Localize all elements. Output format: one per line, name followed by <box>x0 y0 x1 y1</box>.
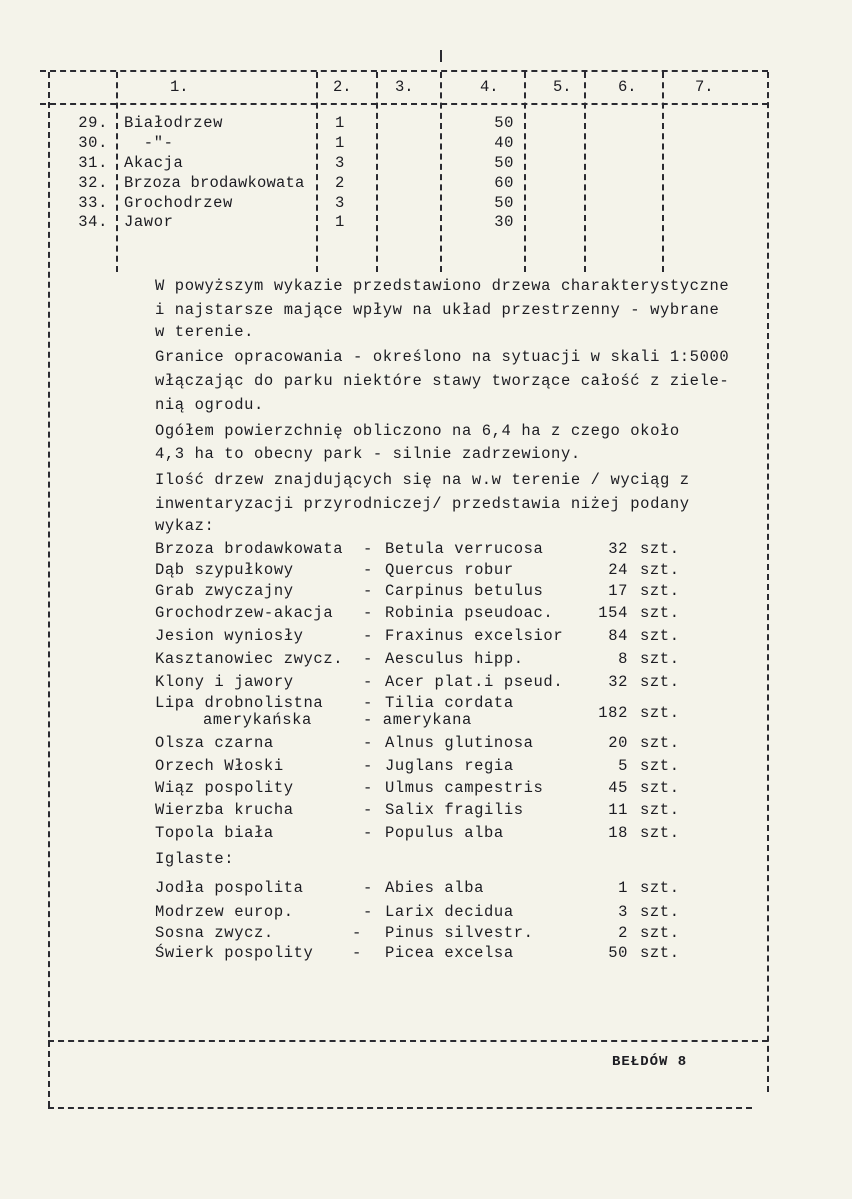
species-count: 32 <box>608 673 628 691</box>
species-polish-name: Grab zwyczajny <box>155 582 294 600</box>
paragraph-line: nią ogrodu. <box>155 396 264 414</box>
species-polish-name: Brzoza brodawkowata <box>155 540 344 558</box>
species-polish-name: Wierzba krucha <box>155 801 294 819</box>
species-latin-name: Quercus robur <box>385 561 514 579</box>
species-latin-name: Alnus glutinosa <box>385 734 534 752</box>
col-sep-5 <box>524 72 526 272</box>
species-polish-name-line2: amerykańska <box>203 711 312 729</box>
species-dash: - <box>363 824 373 842</box>
species-latin-name: Fraxinus excelsior <box>385 627 564 645</box>
species-dash: - <box>363 627 373 645</box>
species-unit: szt. <box>640 801 680 819</box>
footer-top-rule <box>48 1040 768 1042</box>
species-latin-name: Larix decidua <box>385 903 514 921</box>
species-unit: szt. <box>640 540 680 558</box>
paragraph-line: 4,3 ha to obecny park - silnie zadrzewiony. <box>155 445 581 463</box>
species-count: 1 <box>618 879 628 897</box>
species-latin-name: Juglans regia <box>385 757 514 775</box>
species-count: 5 <box>618 757 628 775</box>
conifers-heading: Iglaste: <box>155 850 235 868</box>
species-count: 18 <box>608 824 628 842</box>
species-polish-name: Dąb szypułkowy <box>155 561 294 579</box>
col4-value: 60 <box>494 174 514 192</box>
species-polish-name: Jodła pospolita <box>155 879 304 897</box>
species-polish-name: Sosna zwycz. <box>155 924 274 942</box>
species-latin-name: Tilia cordata <box>385 694 514 712</box>
paragraph-line: i najstarsze mające wpływ na układ przestrzenny - wybrane <box>155 301 720 319</box>
species-count: 84 <box>608 627 628 645</box>
species-unit: szt. <box>640 704 680 722</box>
col-sep-3 <box>376 72 378 272</box>
species-count: 45 <box>608 779 628 797</box>
left-border <box>48 72 50 1107</box>
species-unit: szt. <box>640 734 680 752</box>
tree-name: Akacja <box>124 154 184 172</box>
col-sep-1 <box>116 72 118 272</box>
col4-value: 50 <box>494 194 514 212</box>
col-header-3: 3. <box>395 78 414 96</box>
species-unit: szt. <box>640 561 680 579</box>
bottom-rule <box>48 1107 752 1109</box>
species-dash: - <box>363 734 373 752</box>
species-unit: szt. <box>640 604 680 622</box>
species-unit: szt. <box>640 779 680 797</box>
species-count: 2 <box>618 924 628 942</box>
species-dash: - <box>363 879 373 897</box>
species-latin-name: Carpinus betulus <box>385 582 544 600</box>
paragraph-line: wykaz: <box>155 517 215 535</box>
table-top-rule <box>40 70 768 72</box>
species-count: 3 <box>618 903 628 921</box>
row-number: 33. <box>78 194 108 212</box>
species-count: 17 <box>608 582 628 600</box>
species-dash: - <box>363 779 373 797</box>
species-dash: - <box>363 694 373 712</box>
species-polish-name: Topola biała <box>155 824 274 842</box>
col2-value: 1 <box>335 134 345 152</box>
table-header-rule <box>40 103 768 105</box>
col-header-1: 1. <box>170 78 189 96</box>
tree-name: Grochodrzew <box>124 194 233 212</box>
species-polish-name: Klony i jawory <box>155 673 294 691</box>
top-tick <box>440 50 442 62</box>
species-unit: szt. <box>640 757 680 775</box>
species-latin-name: Aesculus hipp. <box>385 650 524 668</box>
species-unit: szt. <box>640 944 680 962</box>
right-border <box>767 72 769 1092</box>
col4-value: 40 <box>494 134 514 152</box>
col-sep-4 <box>440 72 442 272</box>
col4-value: 50 <box>494 114 514 132</box>
species-polish-name: Olsza czarna <box>155 734 274 752</box>
col-header-2: 2. <box>333 78 352 96</box>
species-latin-name: Picea excelsa <box>385 944 514 962</box>
row-number: 34. <box>78 213 108 231</box>
species-latin-name: Populus alba <box>385 824 504 842</box>
species-count: 11 <box>608 801 628 819</box>
col2-value: 3 <box>335 194 345 212</box>
species-latin-name-line2: - amerykana <box>363 711 472 729</box>
species-dash: - <box>363 582 373 600</box>
col2-value: 3 <box>335 154 345 172</box>
species-polish-name: Lipa drobnolistna <box>155 694 324 712</box>
species-unit: szt. <box>640 627 680 645</box>
col-header-4: 4. <box>480 78 499 96</box>
species-unit: szt. <box>640 673 680 691</box>
species-latin-name: Salix fragilis <box>385 801 524 819</box>
col-header-5: 5. <box>553 78 572 96</box>
species-dash: - <box>352 944 362 962</box>
page-footer-label: BEŁDÓW 8 <box>612 1054 688 1070</box>
col-sep-2 <box>316 72 318 272</box>
species-dash: - <box>363 561 373 579</box>
species-dash: - <box>363 650 373 668</box>
row-number: 31. <box>78 154 108 172</box>
paragraph-line: włączając do parku niektóre stawy tworzące całość z ziele- <box>155 372 730 390</box>
species-count: 8 <box>618 650 628 668</box>
species-polish-name: Jesion wyniosły <box>155 627 304 645</box>
row-number: 30. <box>78 134 108 152</box>
species-unit: szt. <box>640 582 680 600</box>
species-count: 182 <box>598 704 628 722</box>
tree-name: Białodrzew <box>124 114 224 132</box>
species-unit: szt. <box>640 903 680 921</box>
species-dash: - <box>363 540 373 558</box>
species-latin-name: Acer plat.i pseud. <box>385 673 564 691</box>
species-count: 32 <box>608 540 628 558</box>
species-unit: szt. <box>640 824 680 842</box>
species-latin-name: Pinus silvestr. <box>385 924 534 942</box>
col2-value: 1 <box>335 213 345 231</box>
tree-name: -"- <box>124 134 174 152</box>
species-polish-name: Grochodrzew-akacja <box>155 604 334 622</box>
paragraph-line: Ogółem powierzchnię obliczono na 6,4 ha z czego około <box>155 422 680 440</box>
species-latin-name: Abies alba <box>385 879 485 897</box>
col-header-7: 7. <box>695 78 714 96</box>
species-dash: - <box>363 903 373 921</box>
species-latin-name: Robinia pseudoac. <box>385 604 554 622</box>
species-unit: szt. <box>640 924 680 942</box>
species-dash: - <box>363 801 373 819</box>
species-polish-name: Kasztanowiec zwycz. <box>155 650 344 668</box>
species-unit: szt. <box>640 879 680 897</box>
species-polish-name: Wiąz pospolity <box>155 779 294 797</box>
species-latin-name: Betula verrucosa <box>385 540 544 558</box>
paragraph-line: W powyższym wykazie przedstawiono drzewa charakterystyczne <box>155 277 730 295</box>
species-polish-name: Świerk pospolity <box>155 944 314 962</box>
species-latin-name: Ulmus campestris <box>385 779 544 797</box>
row-number: 32. <box>78 174 108 192</box>
species-polish-name: Modrzew europ. <box>155 903 294 921</box>
species-count: 154 <box>598 604 628 622</box>
col2-value: 1 <box>335 114 345 132</box>
paragraph-line: Ilość drzew znajdujących się na w.w terenie / wyciąg z <box>155 471 690 489</box>
species-unit: szt. <box>640 650 680 668</box>
species-count: 24 <box>608 561 628 579</box>
species-count: 50 <box>608 944 628 962</box>
col-sep-6 <box>584 72 586 272</box>
paragraph-line: Granice opracowania - określono na sytuacji w skali 1:5000 <box>155 348 730 366</box>
tree-name: Brzoza brodawkowata <box>124 174 305 192</box>
species-count: 20 <box>608 734 628 752</box>
species-dash: - <box>363 757 373 775</box>
col4-value: 50 <box>494 154 514 172</box>
species-dash: - <box>363 673 373 691</box>
species-dash: - <box>352 924 362 942</box>
paragraph-line: w terenie. <box>155 323 255 341</box>
paragraph-line: inwentaryzacji przyrodniczej/ przedstawia niżej podany <box>155 495 690 513</box>
col-sep-7 <box>662 72 664 272</box>
row-number: 29. <box>78 114 108 132</box>
col-header-6: 6. <box>618 78 637 96</box>
tree-name: Jawor <box>124 213 174 231</box>
species-dash: - <box>363 604 373 622</box>
col2-value: 2 <box>335 174 345 192</box>
col4-value: 30 <box>494 213 514 231</box>
species-polish-name: Orzech Włoski <box>155 757 284 775</box>
